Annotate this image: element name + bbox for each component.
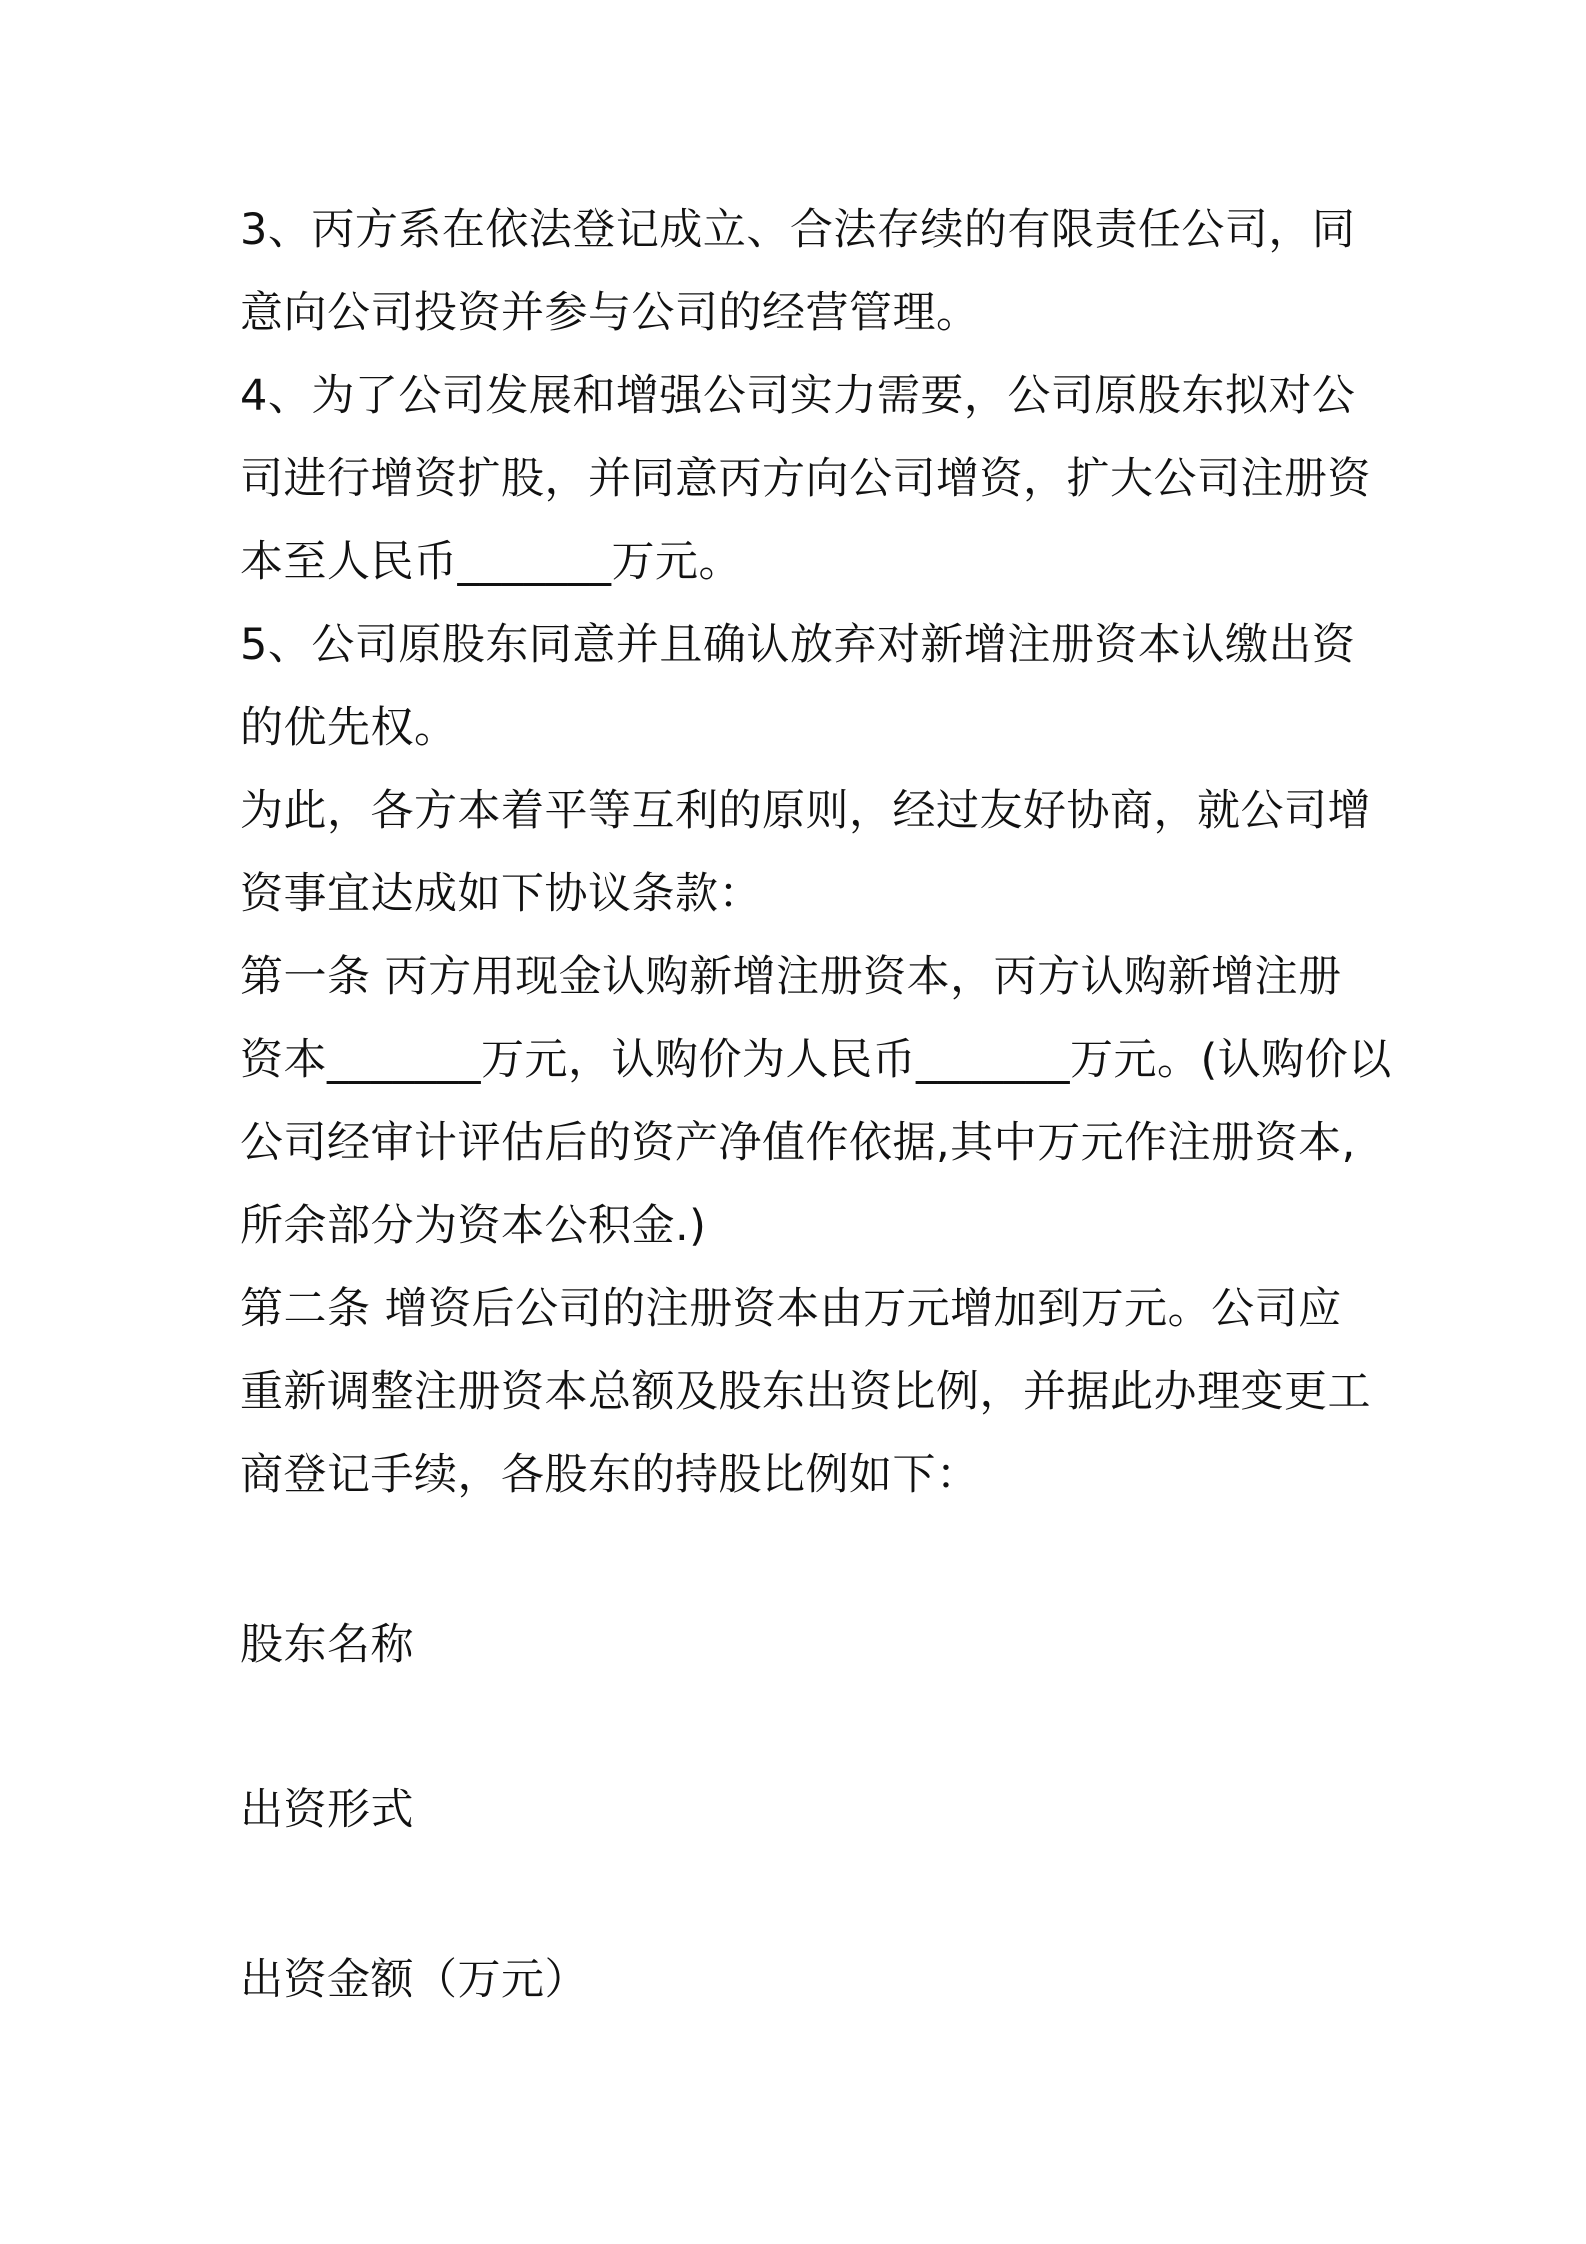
article-2-line-1: 第二条 增资后公司的注册资本由万元增加到万元。公司应 bbox=[240, 1284, 1342, 1334]
paragraph-3-line-2: 意向公司投资并参与公司的经营管理。 bbox=[240, 288, 980, 338]
paragraph-5-line-2: 的优先权。 bbox=[240, 703, 458, 753]
paragraph-4-line-1: 4、为了公司发展和增强公司实力需要，公司原股东拟对公 bbox=[240, 371, 1356, 421]
paragraph-5-line-1: 5、公司原股东同意并且确认放弃对新增注册资本认缴出资 bbox=[240, 620, 1356, 670]
preamble-line-2: 资事宜达成如下协议条款： bbox=[240, 869, 762, 919]
paragraph-4-line-3: 本至人民币_______万元。 bbox=[240, 537, 742, 587]
table-header-shareholder-name: 股东名称 bbox=[240, 1620, 414, 1670]
preamble-line-1: 为此，各方本着平等互利的原则，经过友好协商，就公司增 bbox=[240, 786, 1371, 836]
article-1-line-2: 资本_______万元，认购价为人民币_______万元。(认购价以 bbox=[240, 1035, 1392, 1085]
article-1-line-1: 第一条 丙方用现金认购新增注册资本，丙方认购新增注册 bbox=[240, 952, 1342, 1002]
article-2-line-3: 商登记手续，各股东的持股比例如下： bbox=[240, 1450, 980, 1500]
article-2-line-2: 重新调整注册资本总额及股东出资比例，并据此办理变更工 bbox=[240, 1367, 1371, 1417]
paragraph-4-line-2: 司进行增资扩股，并同意丙方向公司增资，扩大公司注册资 bbox=[240, 454, 1371, 504]
table-header-contribution-form: 出资形式 bbox=[240, 1785, 414, 1835]
table-header-contribution-amount: 出资金额（万元） bbox=[240, 1955, 588, 2005]
article-1-line-3: 公司经审计评估后的资产净值作依据,其中万元作注册资本, bbox=[240, 1118, 1356, 1168]
paragraph-3-line-1: 3、丙方系在依法登记成立、合法存续的有限责任公司，同 bbox=[240, 205, 1356, 255]
article-1-line-4: 所余部分为资本公积金.) bbox=[240, 1201, 707, 1251]
